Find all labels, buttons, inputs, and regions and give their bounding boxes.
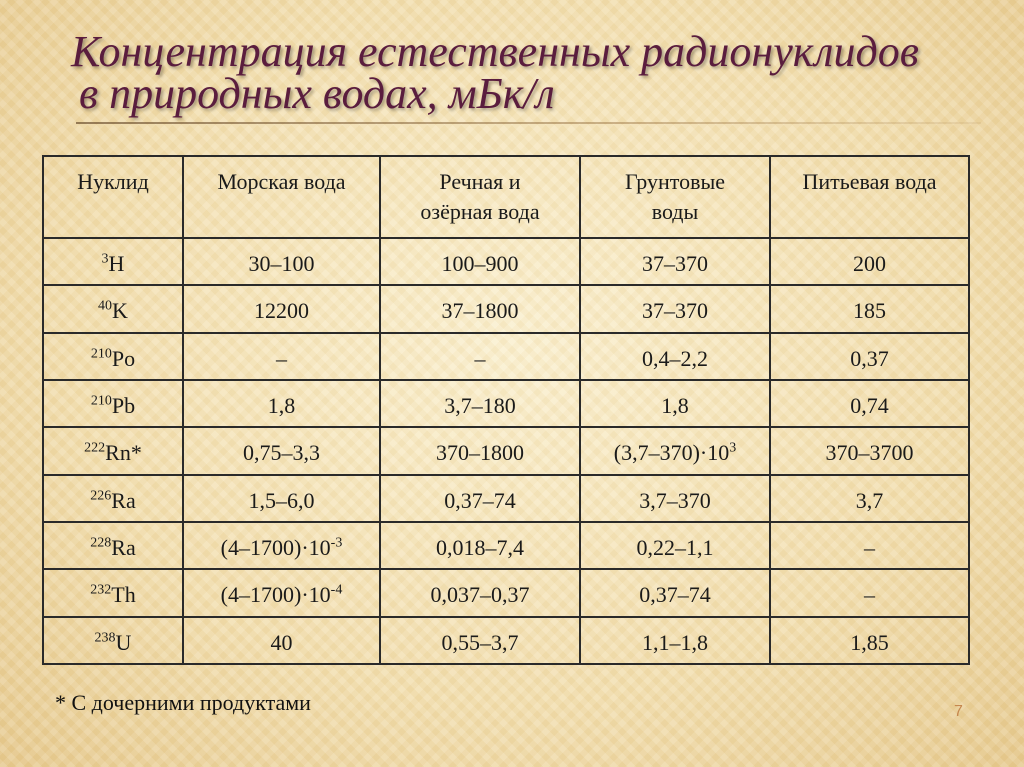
river-water-cell: 0,037–0,37 [380,569,580,616]
drinking-water-cell: – [770,522,969,569]
river-water-cell: 100–900 [380,238,580,285]
nuclide-cell [43,522,183,569]
table-row [43,333,969,380]
mass-number: 238 [94,630,116,646]
mass-number: 40 [98,299,113,314]
header-nuclide: Нуклид [43,156,183,238]
concentration-table [42,155,970,665]
page-number: 7 [954,703,963,720]
table-row [43,522,969,569]
drinking-water-cell: 185 [770,285,969,332]
sea-water-cell: 1,5–6,0 [183,475,380,522]
mass-number: 210 [90,346,112,362]
sea-water-cell [183,569,380,616]
sea-water-cell: 0,75–3,3 [183,427,380,474]
table-row [43,427,969,474]
table-row [43,617,969,664]
nuclide-cell [43,238,183,285]
drinking-water-cell: – [770,569,969,616]
element-symbol: U [115,629,132,655]
header-drinking-water: Питьевая вода [770,156,969,238]
table-row [43,569,969,616]
river-water-cell: 0,55–3,7 [380,617,580,664]
nuclide-cell [43,569,183,616]
header-ground-water: Грунтовые воды [580,156,770,238]
river-water-cell: – [380,333,580,380]
table-row [43,238,969,285]
element-symbol: Rn* [105,440,142,466]
element-symbol: K [112,298,128,324]
ground-water-cell: 37–370 [580,285,770,332]
river-water-cell: 37–1800 [380,285,580,332]
mass-number: 226 [90,488,112,504]
mass-number: 3 [101,251,109,267]
drinking-water-cell: 370–3700 [770,427,969,474]
mass-number: 222 [84,440,106,456]
element-symbol: Po [111,345,136,371]
title-line-2: в природных водах, мБк/л [79,69,555,118]
nuclide-cell [43,617,183,664]
nuclide-cell [43,475,183,522]
ground-water-cell [580,427,770,474]
table-row [43,285,969,332]
value-exponent: -4 [330,582,343,598]
nuclide-cell [43,427,183,474]
header-river-lake-water: Речная и озёрная вода [380,156,580,238]
value-base: (3,7–370)·10 [613,440,730,466]
element-symbol: Ra [111,534,136,560]
drinking-water-cell: 3,7 [770,475,969,522]
ground-water-cell: 3,7–370 [580,475,770,522]
river-water-cell: 370–1800 [380,427,580,474]
sea-water-cell: 30–100 [183,238,380,285]
value-base: (4–1700)·10 [220,534,331,560]
nuclide-cell [43,285,183,332]
title-line-1: Концентрация естественных радионуклидов [71,27,919,76]
ground-water-cell: 1,8 [580,380,770,427]
value-exponent: -3 [330,535,343,551]
drinking-water-cell: 200 [770,238,969,285]
sea-water-cell: 40 [183,617,380,664]
element-symbol: H [108,251,125,276]
sea-water-cell: 12200 [183,285,380,332]
footnote: * С дочерними продуктами [55,690,311,715]
nuclide-cell [43,380,183,427]
ground-water-cell: 0,4–2,2 [580,333,770,380]
drinking-water-cell: 0,37 [770,333,969,380]
table-row [43,475,969,522]
ground-water-cell: 1,1–1,8 [580,617,770,664]
ground-water-cell: 0,22–1,1 [580,522,770,569]
ground-water-cell: 37–370 [580,238,770,285]
element-symbol: Th [111,582,136,608]
element-symbol: Pb [111,392,136,418]
ground-water-cell: 0,37–74 [580,569,770,616]
drinking-water-cell: 1,85 [770,617,969,664]
element-symbol: Ra [111,487,136,513]
river-water-cell: 3,7–180 [380,380,580,427]
table-header-row [43,156,969,238]
river-water-cell: 0,018–7,4 [380,522,580,569]
sea-water-cell: – [183,333,380,380]
header-sea-water: Морская вода [183,156,380,238]
nuclide-cell [43,333,183,380]
title-underline [76,122,981,124]
mass-number: 210 [90,393,112,409]
value-exponent: 3 [729,440,737,456]
drinking-water-cell: 0,74 [770,380,969,427]
sea-water-cell [183,522,380,569]
slide-title [0,28,1024,118]
river-water-cell: 0,37–74 [380,475,580,522]
value-base: (4–1700)·10 [220,582,331,608]
sea-water-cell: 1,8 [183,380,380,427]
mass-number: 228 [90,535,112,551]
table-row [43,380,969,427]
mass-number: 232 [90,582,112,598]
